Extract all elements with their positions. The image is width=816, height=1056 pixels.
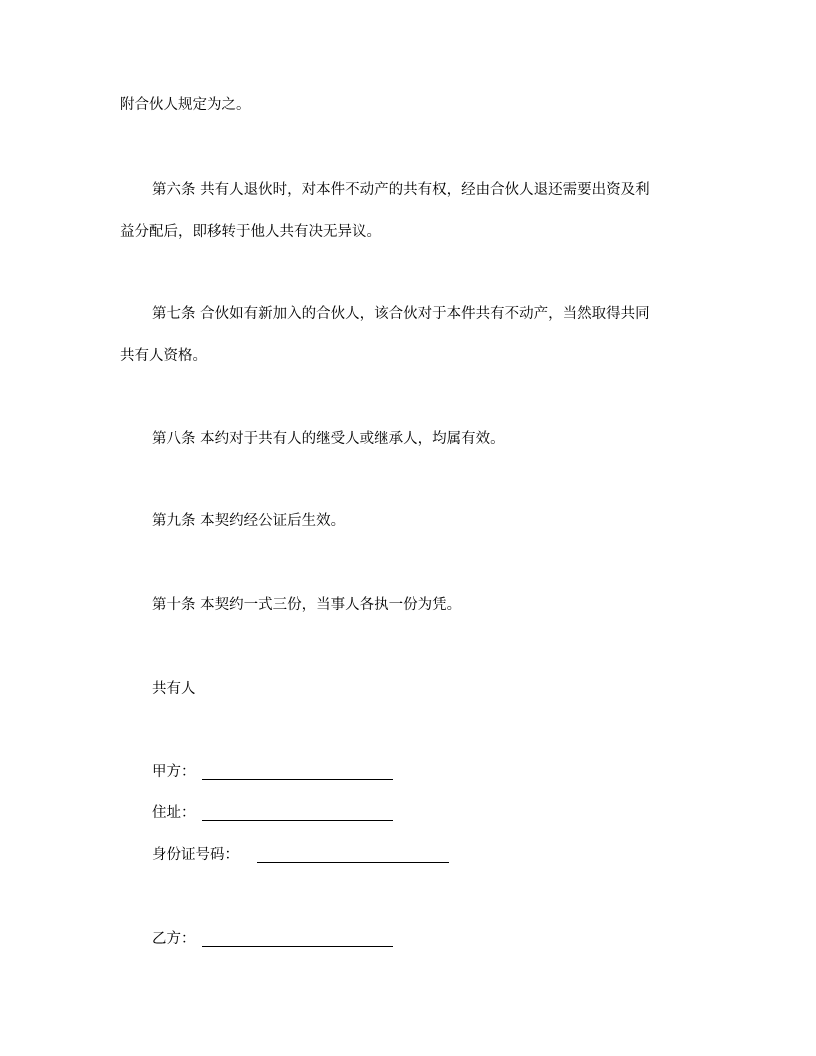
party-a-signature-line[interactable] (202, 779, 393, 780)
article-7-line-1: 第七条 合伙如有新加入的合伙人，该合伙对于本件共有不动产，当然取得共同 (152, 306, 650, 322)
id-number-label: 身份证号码： (152, 847, 239, 863)
party-a-field (152, 762, 394, 782)
id-number-fill-line[interactable] (257, 862, 449, 863)
id-number-field (152, 845, 450, 865)
party-b-field (152, 929, 394, 949)
article-6-line-2: 益分配后，即移转于他人共有决无异议。 (120, 224, 381, 240)
address-field (152, 803, 394, 823)
continuation-text: 附合伙人规定为之。 (120, 97, 251, 113)
party-a-label: 甲方： (152, 764, 196, 780)
article-9: 第九条 本契约经公证后生效。 (152, 513, 346, 529)
article-7-line-2: 共有人资格。 (120, 348, 207, 364)
address-label: 住址： (152, 805, 196, 821)
signature-heading: 共有人 (152, 681, 196, 697)
party-b-label: 乙方： (152, 931, 196, 947)
article-8: 第八条 本约对于共有人的继受人或继承人，均属有效。 (152, 431, 505, 447)
article-6-line-1: 第六条 共有人退伙时，对本件不动产的共有权，经由合伙人退还需要出资及利 (152, 182, 650, 198)
address-fill-line[interactable] (202, 820, 393, 821)
article-10: 第十条 本契约一式三份，当事人各执一份为凭。 (152, 597, 462, 613)
party-b-signature-line[interactable] (202, 946, 393, 947)
